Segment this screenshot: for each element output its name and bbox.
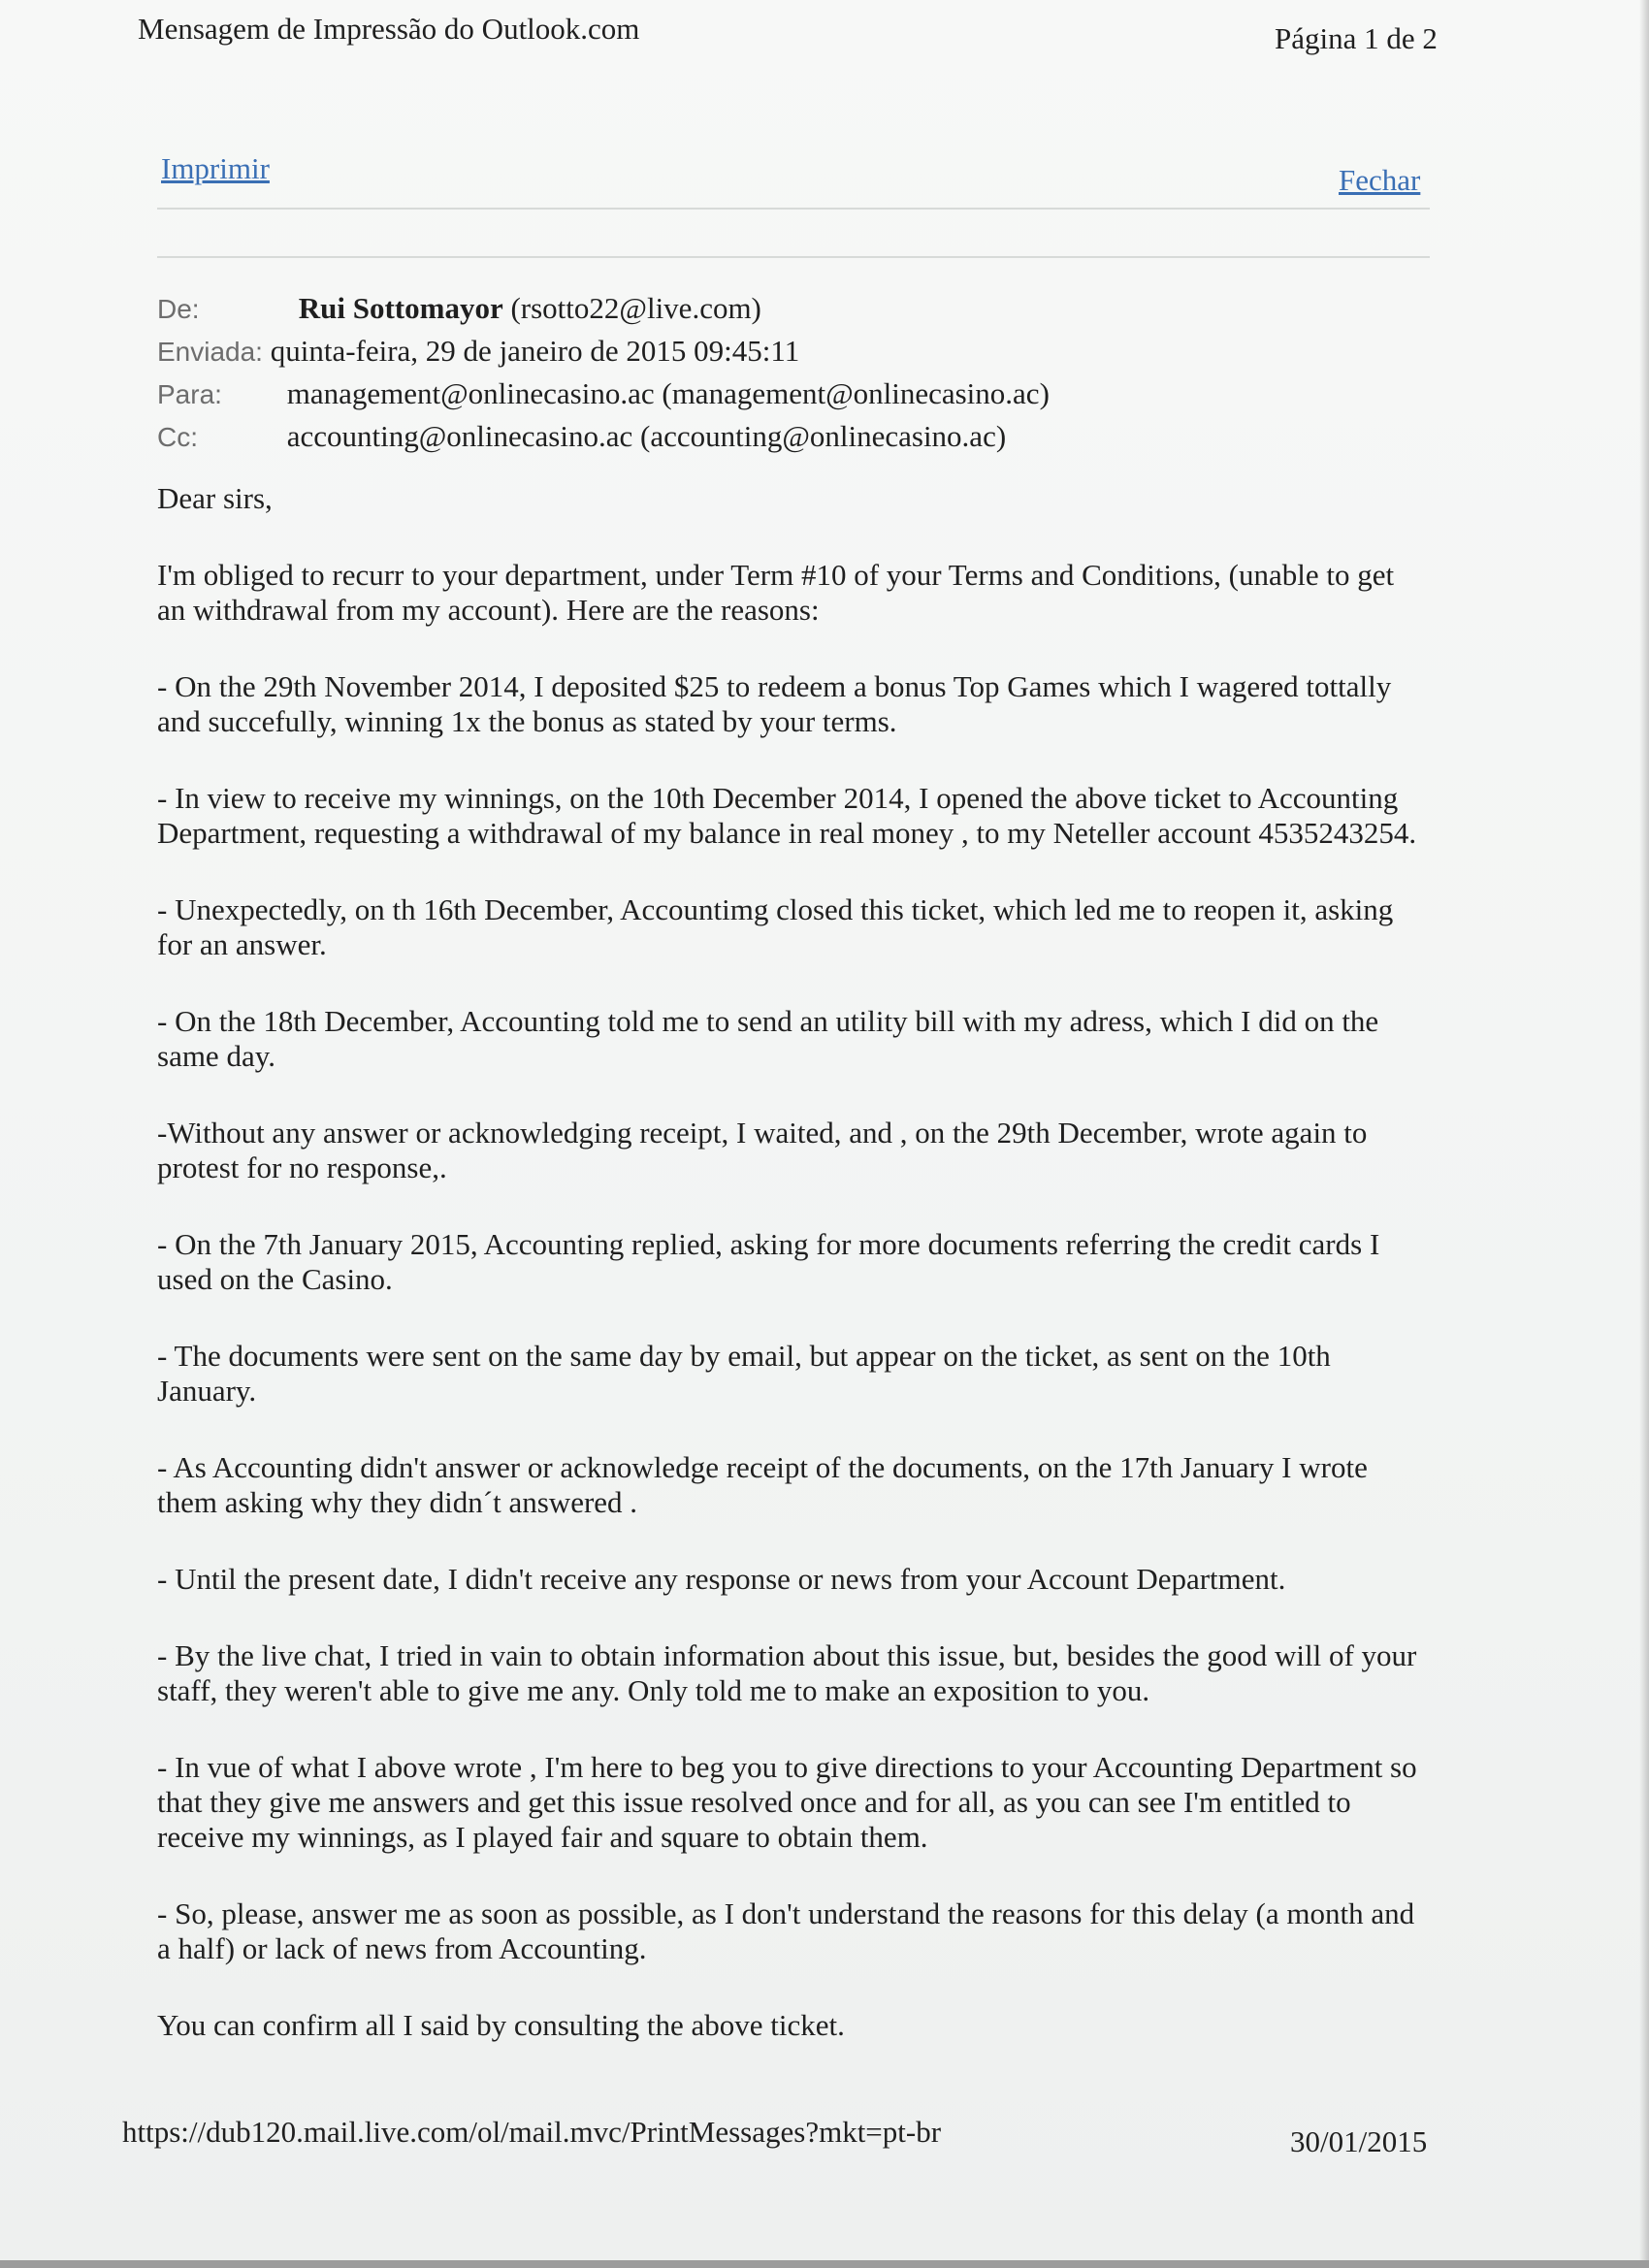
body-paragraph: - Unexpectedly, on th 16th December, Accountimg closed this ticket, which led me to reopen it, asking for an answer. bbox=[157, 892, 1394, 961]
print-footer-date: 30/01/2015 bbox=[1290, 2124, 1428, 2158]
print-header-title: Mensagem de Impressão do Outlook.com bbox=[138, 12, 640, 46]
from-row bbox=[157, 287, 1050, 330]
body-paragraph: - So, please, answer me as soon as possible, as I don't understand the reasons for this delay (a month and a half) or lack of news from Accounting. bbox=[157, 1896, 1415, 1965]
page-number: Página 1 de 2 bbox=[1275, 21, 1438, 55]
body-paragraph: I'm obliged to recurr to your department, under Term #10 of your Terms and Conditions, (unable to get an withdrawal from my account). Here are the reasons: bbox=[157, 558, 1395, 627]
from-email: (rsotto22@live.com) bbox=[510, 291, 761, 325]
to-row bbox=[157, 373, 1050, 415]
body-paragraph: - As Accounting didn't answer or acknowledge receipt of the documents, on the 17th January I wrote them asking why they didn´t answered . bbox=[157, 1450, 1368, 1519]
print-link[interactable]: Imprimir bbox=[161, 151, 270, 185]
sent-value: quinta-feira, 29 de janeiro de 2015 09:45:11 bbox=[270, 334, 800, 368]
body-paragraph: -Without any answer or acknowledging receipt, I waited, and , on the 29th December, wrote again to protest for no response,. bbox=[157, 1116, 1368, 1184]
from-name: Rui Sottomayor bbox=[298, 291, 503, 325]
body-paragraph: - Until the present date, I didn't receive any response or news from your Account Department. bbox=[157, 1562, 1286, 1596]
page-edge-shadow bbox=[1639, 0, 1649, 2268]
closing-line: You can confirm all I said by consulting the above ticket. bbox=[157, 2008, 845, 2042]
to-value: management@onlinecasino.ac (management@onlinecasino.ac) bbox=[286, 376, 1050, 410]
to-label: Para: bbox=[157, 379, 222, 409]
message-body bbox=[157, 481, 1418, 2085]
message-headers bbox=[157, 287, 1050, 458]
greeting: Dear sirs, bbox=[157, 481, 273, 515]
scan-bottom-edge bbox=[0, 2260, 1649, 2268]
body-paragraph: - On the 7th January 2015, Accounting replied, asking for more documents referring the credit cards I used on the Casino. bbox=[157, 1227, 1380, 1296]
from-label: De: bbox=[157, 294, 200, 324]
close-link[interactable]: Fechar bbox=[1339, 163, 1421, 197]
sent-label: Enviada: bbox=[157, 337, 263, 367]
body-paragraph: - On the 18th December, Accounting told me to send an utility bill with my adress, which I did on the same day. bbox=[157, 1004, 1379, 1073]
body-paragraph: - In view to receive my winnings, on the 10th December 2014, I opened the above ticket to Accounting Department, requesting a withdrawal of my balance in real money , to my Neteller account 4535243254. bbox=[157, 781, 1417, 850]
body-paragraph: - By the live chat, I tried in vain to obtain information about this issue, but, besides the good will of your staff, they weren't able to give me any. Only told me to make an exposition to you. bbox=[157, 1638, 1417, 1707]
sent-row bbox=[157, 330, 1050, 373]
body-paragraph: - The documents were sent on the same day by email, but appear on the ticket, as sent on the 10th January. bbox=[157, 1339, 1331, 1408]
body-paragraph: - In vue of what I above wrote , I'm here to beg you to give directions to your Accounting Department so that they give me answers and get this issue resolved once and for all, as you can see I'm entitled to receive my winnings, as I played fair and square to obtain them. bbox=[157, 1750, 1417, 1854]
cc-label: Cc: bbox=[157, 422, 198, 452]
divider-bottom bbox=[157, 256, 1430, 258]
print-footer-url: https://dub120.mail.live.com/ol/mail.mvc/PrintMessages?mkt=pt-br bbox=[122, 2115, 942, 2149]
divider-top bbox=[157, 208, 1430, 210]
body-paragraph: - On the 29th November 2014, I deposited $25 to redeem a bonus Top Games which I wagered tottally and succefully, winning 1x the bonus as stated by your terms. bbox=[157, 669, 1392, 738]
cc-value: accounting@onlinecasino.ac (accounting@onlinecasino.ac) bbox=[286, 419, 1007, 453]
cc-row bbox=[157, 415, 1050, 458]
